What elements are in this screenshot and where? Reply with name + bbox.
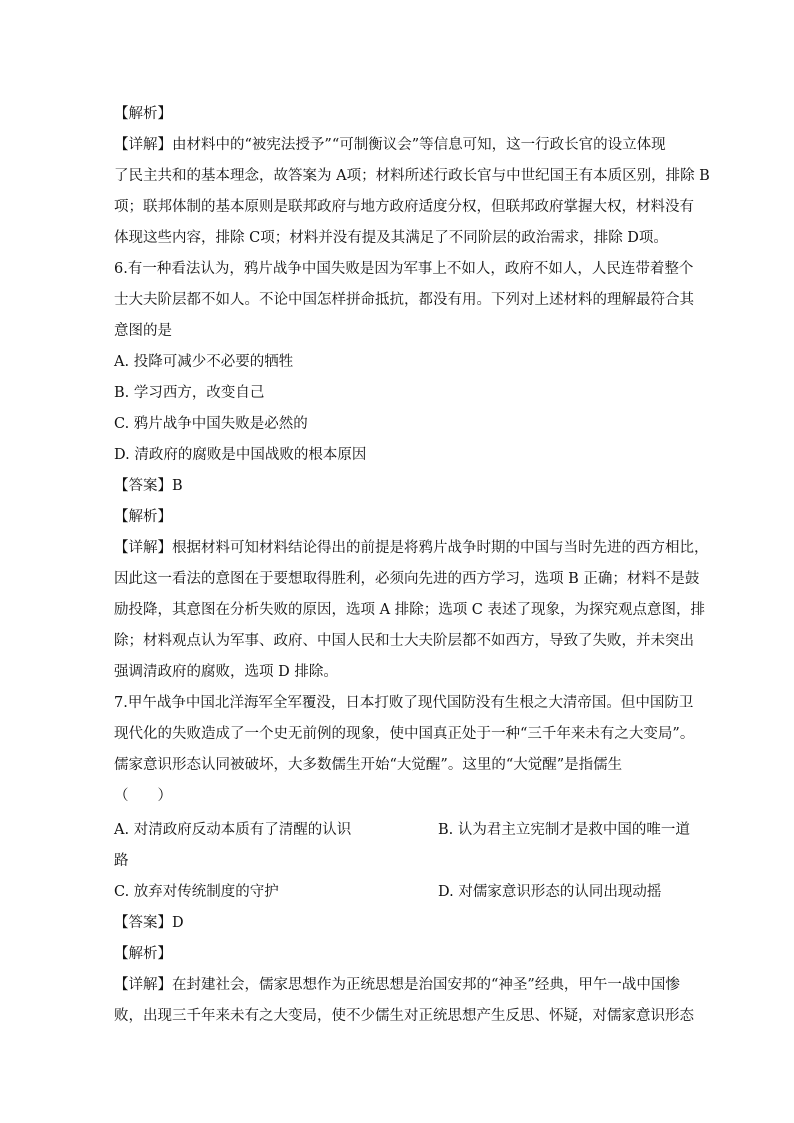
section-label: 【解析】 [114, 106, 172, 122]
question-7: 7.甲午战争中国北洋海军全军覆没，日本打败了现代国防没有生根之大清帝国。但中国防卫 [114, 695, 694, 711]
option-b: B. 认为君主立宪制才是救中国的唯一道 [438, 822, 690, 838]
text-line: 现代化的失败造成了一个史无前例的现象，使中国真正处于一种“三千年来未有之大变局”。 [114, 726, 695, 742]
text-line: 励投降，其意图在分析失败的原因，选项 A 排除；选项 C 表述了现象，为探究观点意图，排 [114, 602, 705, 618]
option-b-continued: 路 [114, 853, 129, 869]
text-line: 【详解】根据材料可知材料结论得出的前提是将鸦片战争时期的中国与当时先进的西方相比， [114, 540, 709, 556]
section-label: 【解析】 [114, 509, 172, 525]
section-label: 【解析】 [114, 946, 172, 962]
option-a: A. 投降可减少不必要的牺牲 [114, 354, 294, 370]
answer-blank: （ ） [114, 788, 172, 804]
answer-label: 【答案】D [114, 915, 184, 931]
text-line: 除；材料观点认为军事、政府、中国人民和士大夫阶层都不如西方，导致了失败，并未突出 [114, 633, 694, 649]
option-c: C. 鸦片战争中国失败是必然的 [114, 416, 308, 432]
option-b: B. 学习西方，改变自己 [114, 385, 265, 401]
text-line: 儒家意识形态认同被破坏，大多数儒生开始“大觉醒”。这里的“大觉醒”是指儒生 [114, 757, 623, 773]
text-line: 了民主共和的基本理念，故答案为 A项；材料所述行政长官与中世纪国王有本质区别，排除 B [114, 168, 710, 184]
answer-label: 【答案】B [114, 478, 183, 494]
option-d: D. 对儒家意识形态的认同出现动摇 [438, 884, 662, 900]
text-line: 因此这一看法的意图在于要想取得胜利，必须向先进的西方学习，选项 B 正确；材料不是鼓 [114, 571, 700, 587]
option-a: A. 对清政府反动本质有了清醒的认识 [114, 822, 352, 838]
text-line: 意图的是 [114, 323, 172, 339]
question-6: 6.有一种看法认为，鸦片战争中国失败是因为军事上不如人，政府不如人，人民连带着整个 [114, 261, 694, 277]
options-row-1 [114, 820, 690, 840]
text-line: 项；联邦体制的基本原则是联邦政府与地方政府适度分权，但联邦政府掌握大权，材料没有 [114, 199, 694, 215]
text-line: 体现这些内容，排除 C项；材料并没有提及其满足了不同阶层的政治需求，排除 D项。 [114, 230, 668, 246]
option-d: D. 清政府的腐败是中国战败的根本原因 [114, 447, 367, 463]
text-line: 败，出现三千年来未有之大变局，使不少儒生对正统思想产生反思、怀疑，对儒家意识形态 [114, 1008, 694, 1024]
text-line: 【详解】由材料中的“被宪法授予”“可制衡议会”等信息可知，这一行政长官的设立体现 [114, 137, 666, 153]
text-line: 强调清政府的腐败，选项 D 排除。 [114, 664, 338, 680]
options-row-2 [114, 882, 684, 902]
text-line: 士大夫阶层都不如人。不论中国怎样拼命抵抗，都没有用。下列对上述材料的理解最符合其 [114, 292, 694, 308]
option-c: C. 放弃对传统制度的守护 [114, 884, 279, 900]
text-line: 【详解】在封建社会，儒家思想作为正统思想是治国安邦的“神圣”经典，甲午一战中国惨 [114, 977, 680, 993]
